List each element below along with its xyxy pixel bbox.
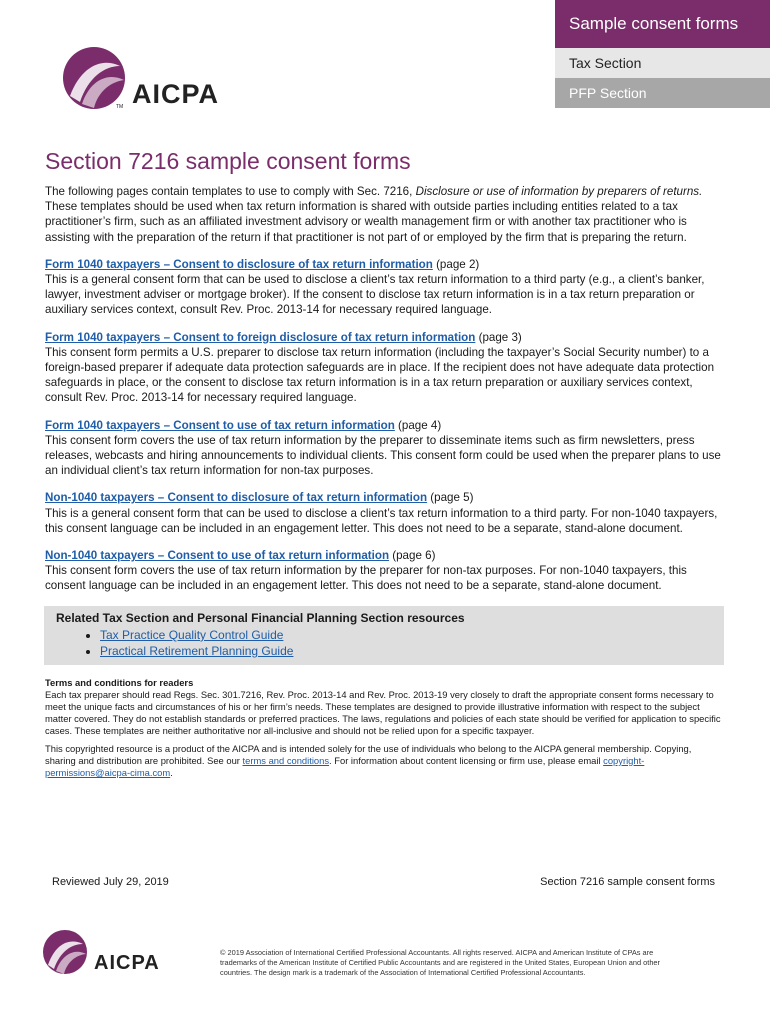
terms-conditions-link[interactable]: terms and conditions: [242, 754, 330, 766]
form-page: (page 6): [389, 549, 436, 563]
form-entry: [45, 490, 723, 536]
logo-wordmark: AICPA: [132, 79, 220, 109]
nav-tax-section[interactable]: Tax Section: [555, 48, 770, 78]
logo-mark-icon: [63, 47, 125, 109]
form-link[interactable]: Non-1040 taxpayers – Consent to use of tax return information: [45, 549, 390, 563]
nav-title: Sample consent forms: [555, 0, 770, 48]
form-description: This is a general consent form that can be used to disclose a client’s tax return information to a third party (e.g., a client’s banker, lawyer, investment adviser or mortgage broker). If the consent to disclose tax return information is in a tax return preparation or auxiliary services context, consult Rev. Proc. 2013-14 for necessary required language.: [45, 273, 705, 317]
intro-paragraph: [45, 184, 723, 245]
terms-text: Each tax preparer should read Regs. Sec. 301.7216, Rev. Proc. 2013-14 and Rev. Proc. 2013-19 very closely to draft the appropriate consent forms necessary to meet the unique facts and circumstances of his or her firm’s needs. These templates are designed to provide illustrative information with respect to the subject matter covered. They do not establish standards or preferred practices. The laws, regulations and policies of each state should be verified for application to specific cases. These templates are neither authoritative nor all-inclusive and should not be relied upon for a specific taxpayer.: [45, 688, 721, 736]
form-description: This consent form permits a U.S. preparer to disclose tax return information (including the taxpayer’s Social Security number) to a foreign-based preparer if adequate data protection safeguards are in place. If the recipient does not have adequate data protection safeguards in place, or the consent to disclose tax return information is in a tax return preparation or auxiliary services context, consult Rev. Proc. 2013-14 for necessary required language.: [45, 345, 715, 405]
resource-item: [100, 627, 714, 643]
form-link[interactable]: Form 1040 taxpayers – Consent to use of tax return information: [45, 418, 395, 432]
form-link[interactable]: Non-1040 taxpayers – Consent to disclosure of tax return information: [45, 491, 428, 505]
footer-logo-mark-icon: [43, 930, 87, 974]
form-entry: [45, 548, 723, 594]
copyright-email-link[interactable]: copyright-permissions@aicpa-cima.com: [45, 754, 645, 778]
resources-list: [56, 627, 714, 659]
intro-pre: The following pages contain templates to use to comply with Sec. 7216,: [45, 185, 416, 198]
form-entry: [45, 418, 723, 479]
resources-box: [44, 606, 724, 665]
form-link[interactable]: Form 1040 taxpayers – Consent to foreign disclosure of tax return information: [45, 330, 476, 344]
resources-heading: Related Tax Section and Personal Financial Planning Section resources: [56, 610, 465, 625]
form-entry: [45, 330, 723, 406]
nav-pfp-section[interactable]: PFP Section: [555, 78, 770, 108]
form-description: This is a general consent form that can be used to disclose a client’s tax return information to a third party. For non-1040 taxpayers, this consent language can be included in an engagement letter. This does not need to be a separate, stand-alone document.: [45, 506, 718, 535]
form-description: This consent form covers the use of tax return information by the preparer to disseminate items such as firm newsletters, press releases, webcasts and hiring announcements to individual clients. This consent form could be used when the preparer plans to use an individual client’s tax return information for non-tax purposes.: [45, 433, 721, 478]
logo-trademark: TM: [116, 104, 124, 110]
form-entry: [45, 257, 723, 318]
terms-section: [45, 677, 723, 779]
intro-italic: Disclosure or use of information by preparers of returns.: [415, 185, 703, 198]
copy-mid: . For information about content licensing or firm use, please email: [329, 754, 604, 766]
intro-post: These templates should be used when tax return information is shared with outside parties including entities related to a tax practitioner’s firm, such as an affiliated investment advisory or wealth management firm or with another tax practitioner who is assisting with the preparation of the return if that practitioner is not part of or employed by the firm that is preparing the return.: [45, 200, 687, 244]
footer-copyright: © 2019 Association of International Certified Professional Accountants. All rights reserved. AICPA and American Institute of CPAs are trademarks of the American Institute of Certified Public Accountants and are registered in the United States, European Union and other countries. The design mark is a trademark of the Association of International Certified Professional Accountants.: [220, 948, 660, 977]
terms-paragraph: [45, 677, 723, 737]
form-link[interactable]: Form 1040 taxpayers – Consent to disclosure of tax return information: [45, 257, 433, 271]
form-page: (page 3): [475, 330, 522, 344]
footer-logo-wordmark: AICPA: [94, 952, 160, 974]
resource-link-retirement-planning[interactable]: Practical Retirement Planning Guide: [100, 643, 294, 658]
resource-item: [100, 643, 714, 659]
footer-doc-title: Section 7216 sample consent forms: [540, 876, 715, 888]
form-description: This consent form covers the use of tax return information by the preparer for non-tax purposes. For non-1040 taxpayers, this consent language can be included in an engagement letter. This does not need to be a separate, stand-alone document.: [45, 564, 687, 593]
main-content: [45, 184, 723, 785]
copy-pre: This copyrighted resource is a product of the AICPA and is intended solely for the use of individuals who belong to the AICPA general membership. Copying, sharing and distribution are prohibited. See our: [45, 742, 692, 766]
header-nav: [555, 0, 770, 116]
terms-heading: Terms and conditions for readers: [45, 676, 194, 688]
form-page: (page 5): [427, 491, 474, 505]
form-page: (page 4): [394, 418, 442, 432]
reviewed-date: Reviewed July 29, 2019: [52, 876, 169, 888]
page-title: Section 7216 sample consent forms: [45, 148, 411, 174]
resource-link-quality-control[interactable]: Tax Practice Quality Control Guide: [100, 627, 284, 642]
copy-end: .: [170, 766, 173, 778]
copyright-notice: [45, 743, 723, 779]
form-page: (page 2): [432, 257, 480, 271]
